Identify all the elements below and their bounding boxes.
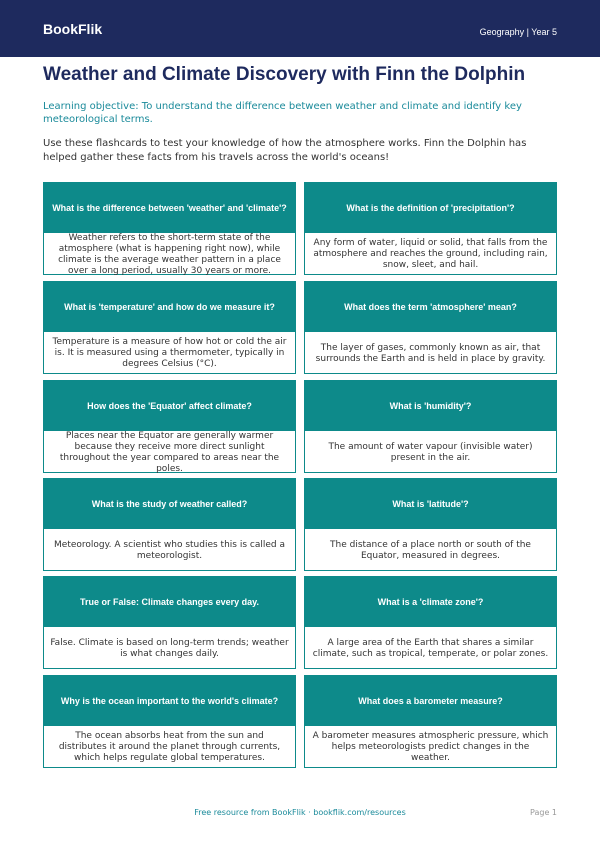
brand-logo[interactable]: BookFlik (43, 21, 103, 37)
flashcard-question: What does a barometer measure? (305, 676, 556, 726)
flashcard-answer: Temperature is a measure of how hot or cold the air is. It is measured using a thermometer, typically in degrees Celsius (°C). (52, 337, 287, 369)
intro-text: Use these flashcards to test your knowledge of how the atmosphere works. Finn the Dolphin has helped gather these facts from his travels across the world's oceans! (43, 138, 527, 163)
flashcard-question: What is the study of weather called? (44, 479, 295, 529)
flashcard-question: Why is the ocean important to the world's climate? (44, 676, 295, 726)
flashcard (43, 182, 296, 275)
flashcard-answer: Any form of water, liquid or solid, that falls from the atmosphere and reaches the ground, including rain, snow, sleet, and hail. (313, 238, 548, 270)
flashcard (43, 478, 296, 571)
flashcard-question: What is the difference between 'weather' and 'climate'? (44, 183, 295, 233)
page-number: Page 1 (530, 808, 557, 817)
flashcard (43, 281, 296, 374)
flashcard-answer: The distance of a place north or south of the Equator, measured in degrees. (330, 539, 531, 561)
flashcard-question: What is 'humidity'? (305, 381, 556, 431)
flashcard-question: What is the definition of 'precipitation'? (305, 183, 556, 233)
flashcard-answer: Places near the Equator are generally warmer because they receive more direct sunlight throughout the year compared to areas near the poles. (59, 430, 280, 474)
flashcard-question: What is a 'climate zone'? (305, 577, 556, 627)
flashcard-answer: The amount of water vapour (invisible water) present in the air. (328, 441, 533, 463)
flashcard (304, 380, 557, 473)
page-title: Weather and Climate Discovery with Finn the Dolphin (43, 64, 526, 85)
learning-objective: Learning objective: To understand the difference between weather and climate and identify key meteorological terms. (43, 101, 522, 125)
flashcard-question: How does the 'Equator' affect climate? (44, 381, 295, 431)
flashcard (43, 675, 296, 768)
footer-link[interactable]: Free resource from BookFlik · bookflik.com/resources (194, 808, 406, 817)
flashcard-answer: A barometer measures atmospheric pressure, which helps meteorologists predict changes in the weather. (312, 731, 549, 763)
flashcard (304, 182, 557, 275)
flashcard-question: What is 'latitude'? (305, 479, 556, 529)
flashcard (43, 576, 296, 669)
flashcard-answer: Meteorology. A scientist who studies this is called a meteorologist. (54, 539, 285, 561)
flashcard-answer: The layer of gases, commonly known as air, that surrounds the Earth and is held in place by gravity. (315, 342, 546, 364)
flashcard-question: True or False: Climate changes every day. (44, 577, 295, 627)
flashcard (304, 675, 557, 768)
flashcard (304, 281, 557, 374)
flashcard-answer: A large area of the Earth that shares a similar climate, such as tropical, temperate, or polar zones. (312, 637, 549, 659)
flashcard-question: What does the term 'atmosphere' mean? (305, 282, 556, 332)
flashcard-question: What is 'temperature' and how do we measure it? (44, 282, 295, 332)
flashcard-answer: Weather refers to the short-term state of the atmosphere (what is happening right now), while climate is the average weather pattern in a place over a long period, usually 30 years or more. (58, 232, 281, 276)
flashcard (304, 478, 557, 571)
flashcard-answer: The ocean absorbs heat from the sun and distributes it around the planet through currents, which helps regulate global temperatures. (58, 731, 281, 763)
flashcard (43, 380, 296, 473)
flashcard-answer: False. Climate is based on long-term trends; weather is what changes daily. (50, 637, 289, 659)
flashcard (304, 576, 557, 669)
breadcrumb: Geography | Year 5 (479, 27, 557, 37)
header-bar (0, 0, 600, 57)
